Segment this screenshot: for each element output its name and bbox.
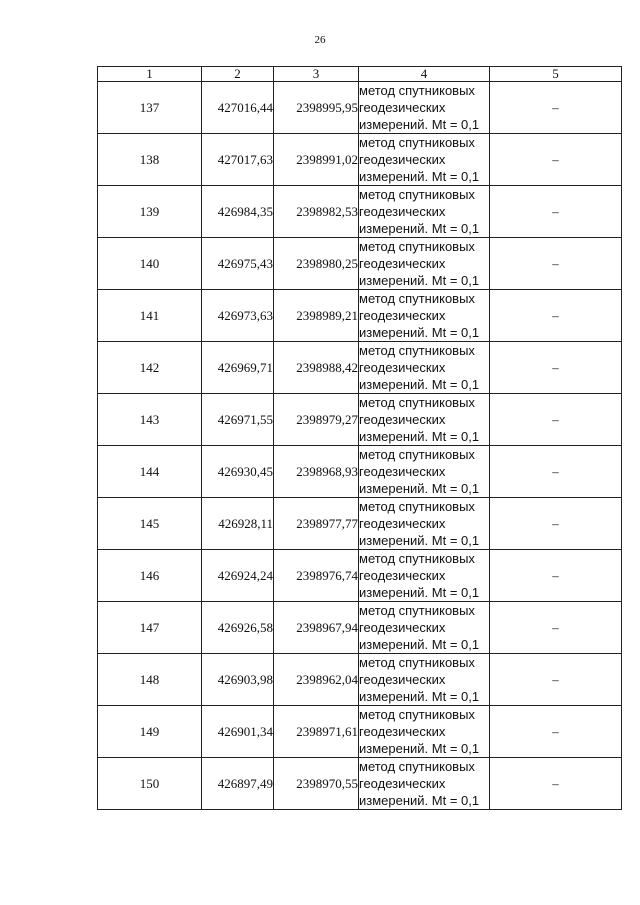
table-row	[98, 290, 622, 342]
note-cell: –	[490, 758, 622, 810]
method-cell	[359, 602, 490, 654]
method-line: геодезических	[359, 360, 446, 375]
method-line: измерений. Mt = 0,1	[359, 689, 480, 704]
method-line: метод спутниковых	[359, 447, 475, 462]
method-line: измерений. Mt = 0,1	[359, 429, 480, 444]
method-line: измерений. Mt = 0,1	[359, 585, 480, 600]
point-number-cell: 144	[98, 446, 202, 498]
note-cell: –	[490, 82, 622, 134]
method-line: измерений. Mt = 0,1	[359, 377, 480, 392]
y-coordinate-cell: 2398968,93	[274, 446, 359, 498]
y-coordinate-cell: 2398979,27	[274, 394, 359, 446]
method-line: метод спутниковых	[359, 135, 475, 150]
table-row	[98, 238, 622, 290]
table-row	[98, 654, 622, 706]
y-coordinate-cell: 2398991,02	[274, 134, 359, 186]
note-cell: –	[490, 654, 622, 706]
method-line: геодезических	[359, 776, 446, 791]
column-header-3: 3	[274, 67, 359, 82]
method-line: измерений. Mt = 0,1	[359, 273, 480, 288]
method-cell	[359, 186, 490, 238]
method-line: метод спутниковых	[359, 759, 475, 774]
x-coordinate-cell: 426897,49	[202, 758, 274, 810]
point-number-cell: 146	[98, 550, 202, 602]
table-row	[98, 394, 622, 446]
method-cell	[359, 290, 490, 342]
x-coordinate-cell: 426975,43	[202, 238, 274, 290]
method-line: измерений. Mt = 0,1	[359, 533, 480, 548]
note-cell: –	[490, 290, 622, 342]
y-coordinate-cell: 2398962,04	[274, 654, 359, 706]
method-cell	[359, 342, 490, 394]
method-line: измерений. Mt = 0,1	[359, 793, 480, 808]
x-coordinate-cell: 426973,63	[202, 290, 274, 342]
point-number-cell: 145	[98, 498, 202, 550]
x-coordinate-cell: 426969,71	[202, 342, 274, 394]
y-coordinate-cell: 2398976,74	[274, 550, 359, 602]
point-number-cell: 148	[98, 654, 202, 706]
note-cell: –	[490, 238, 622, 290]
table-row	[98, 342, 622, 394]
x-coordinate-cell: 426924,24	[202, 550, 274, 602]
note-cell: –	[490, 446, 622, 498]
x-coordinate-cell: 426926,58	[202, 602, 274, 654]
column-header-5: 5	[490, 67, 622, 82]
method-line: метод спутниковых	[359, 551, 475, 566]
point-number-cell: 149	[98, 706, 202, 758]
table-row	[98, 602, 622, 654]
method-line: измерений. Mt = 0,1	[359, 741, 480, 756]
table-row	[98, 550, 622, 602]
coordinates-table	[97, 66, 622, 810]
column-header-4: 4	[359, 67, 490, 82]
method-cell	[359, 550, 490, 602]
table-row	[98, 758, 622, 810]
method-line: измерений. Mt = 0,1	[359, 117, 480, 132]
note-cell: –	[490, 602, 622, 654]
x-coordinate-cell: 426984,35	[202, 186, 274, 238]
y-coordinate-cell: 2398967,94	[274, 602, 359, 654]
method-line: геодезических	[359, 464, 446, 479]
point-number-cell: 138	[98, 134, 202, 186]
y-coordinate-cell: 2398980,25	[274, 238, 359, 290]
y-coordinate-cell: 2398971,61	[274, 706, 359, 758]
method-line: метод спутниковых	[359, 395, 475, 410]
x-coordinate-cell: 427017,63	[202, 134, 274, 186]
method-line: метод спутниковых	[359, 655, 475, 670]
method-line: измерений. Mt = 0,1	[359, 637, 480, 652]
method-line: метод спутниковых	[359, 603, 475, 618]
method-cell	[359, 706, 490, 758]
method-line: метод спутниковых	[359, 239, 475, 254]
method-line: метод спутниковых	[359, 343, 475, 358]
method-cell	[359, 394, 490, 446]
method-line: метод спутниковых	[359, 499, 475, 514]
x-coordinate-cell: 426901,34	[202, 706, 274, 758]
method-line: геодезических	[359, 620, 446, 635]
y-coordinate-cell: 2398977,77	[274, 498, 359, 550]
note-cell: –	[490, 134, 622, 186]
method-line: измерений. Mt = 0,1	[359, 325, 480, 340]
method-line: измерений. Mt = 0,1	[359, 169, 480, 184]
method-cell	[359, 758, 490, 810]
method-line: метод спутниковых	[359, 187, 475, 202]
method-line: измерений. Mt = 0,1	[359, 221, 480, 236]
y-coordinate-cell: 2398970,55	[274, 758, 359, 810]
method-cell	[359, 446, 490, 498]
method-cell	[359, 238, 490, 290]
y-coordinate-cell: 2398995,95	[274, 82, 359, 134]
x-coordinate-cell: 427016,44	[202, 82, 274, 134]
point-number-cell: 139	[98, 186, 202, 238]
column-header-1: 1	[98, 67, 202, 82]
method-line: геодезических	[359, 308, 446, 323]
method-line: геодезических	[359, 568, 446, 583]
y-coordinate-cell: 2398982,53	[274, 186, 359, 238]
method-cell	[359, 654, 490, 706]
method-cell	[359, 134, 490, 186]
column-header-2: 2	[202, 67, 274, 82]
note-cell: –	[490, 394, 622, 446]
y-coordinate-cell: 2398989,21	[274, 290, 359, 342]
method-line: геодезических	[359, 516, 446, 531]
y-coordinate-cell: 2398988,42	[274, 342, 359, 394]
method-line: метод спутниковых	[359, 707, 475, 722]
table-body	[98, 82, 622, 810]
header-row	[98, 67, 622, 82]
table-row	[98, 134, 622, 186]
method-line: геодезических	[359, 412, 446, 427]
method-line: геодезических	[359, 204, 446, 219]
note-cell: –	[490, 498, 622, 550]
method-line: геодезических	[359, 256, 446, 271]
x-coordinate-cell: 426928,11	[202, 498, 274, 550]
table-row	[98, 706, 622, 758]
method-line: геодезических	[359, 724, 446, 739]
note-cell: –	[490, 706, 622, 758]
method-line: метод спутниковых	[359, 83, 475, 98]
point-number-cell: 141	[98, 290, 202, 342]
method-line: измерений. Mt = 0,1	[359, 481, 480, 496]
method-cell	[359, 498, 490, 550]
table-row	[98, 82, 622, 134]
table-row	[98, 446, 622, 498]
point-number-cell: 143	[98, 394, 202, 446]
x-coordinate-cell: 426971,55	[202, 394, 274, 446]
point-number-cell: 137	[98, 82, 202, 134]
note-cell: –	[490, 550, 622, 602]
point-number-cell: 140	[98, 238, 202, 290]
table-row	[98, 498, 622, 550]
table-header	[98, 67, 622, 82]
method-line: геодезических	[359, 672, 446, 687]
x-coordinate-cell: 426903,98	[202, 654, 274, 706]
method-line: метод спутниковых	[359, 291, 475, 306]
point-number-cell: 147	[98, 602, 202, 654]
note-cell: –	[490, 186, 622, 238]
method-line: геодезических	[359, 100, 446, 115]
page-number: 26	[314, 34, 326, 46]
point-number-cell: 150	[98, 758, 202, 810]
method-line: геодезических	[359, 152, 446, 167]
table-row	[98, 186, 622, 238]
point-number-cell: 142	[98, 342, 202, 394]
note-cell: –	[490, 342, 622, 394]
method-cell	[359, 82, 490, 134]
x-coordinate-cell: 426930,45	[202, 446, 274, 498]
